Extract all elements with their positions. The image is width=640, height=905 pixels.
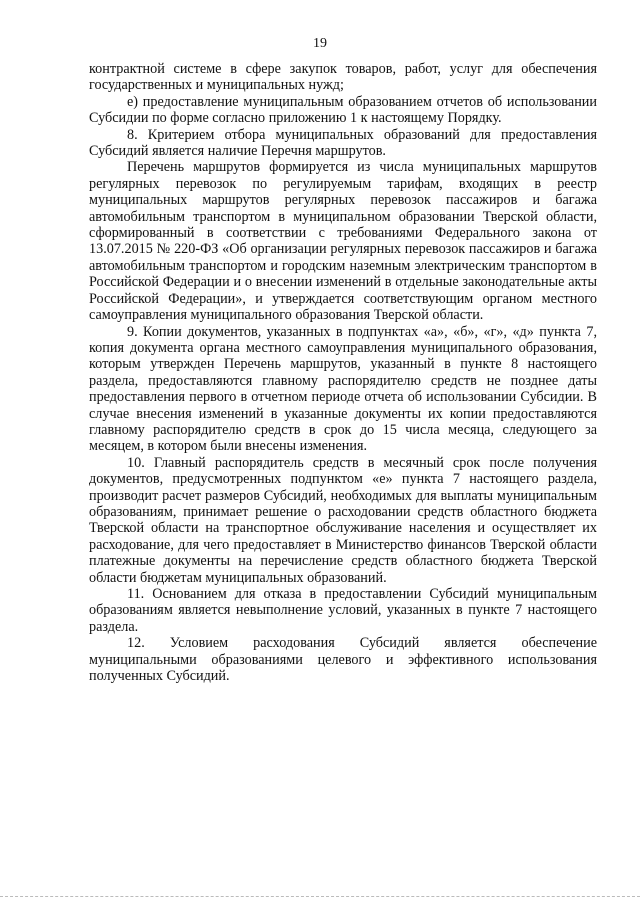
paragraph-8: 8. Критерием отбора муниципальных образований для предоставления Субсидий является наличие Перечня маршрутов. [89, 126, 597, 160]
paragraph-11: 11. Основанием для отказа в предоставлении Субсидий муниципальным образованиям является невыполнение условий, указанных в пункте 7 настоящего раздела. [89, 586, 597, 635]
paragraph-continuation: контрактной системе в сфере закупок товаров, работ, услуг для обеспечения государственных и муниципальных нужд; [89, 61, 597, 94]
document-body [89, 61, 597, 684]
paragraph-10: 10. Главный распорядитель средств в месячный срок после получения документов, предусмотренных подпунктом «е» пункта 7 настоящего раздела, производит расчет размеров Субсидий, необходимых для выплаты муниципальным образованиям, принимает решение о расходовании средств областного бюджета Тверской области на транспортное обслуживание населения и осуществляет их расходование, для чего предоставляет в Министерство финансов Тверской области платежные документы на перечисление средств областного бюджета Тверской области бюджетам муниципальных образований. [89, 454, 597, 586]
scan-edge-divider [0, 896, 640, 898]
page-number: 19 [313, 36, 327, 51]
paragraph-12: 12. Условием расходования Субсидий является обеспечение муниципальными образованиями целевого и эффективного использования полученных Субсидий. [89, 635, 597, 685]
paragraph-9: 9. Копии документов, указанных в подпунктах «а», «б», «г», «д» пункта 7, копия документа органа местного самоуправления муниципального образования, которым утвержден Перечень маршрутов, указанный в пункте 8 настоящего раздела, предоставляются главному распорядителю средств не позднее даты предоставления первого в отчетном периоде отчета об использовании Субсидии. В случае внесения изменений в указанные документы их копии предоставляются главному распорядителю средств в срок до 15 числа месяца, следующего за месяцем, в котором были внесены изменения. [89, 323, 597, 455]
paragraph-route-list: Перечень маршрутов формируется из числа муниципальных маршрутов регулярных перевозок по регулируемым тарифам, входящих в реестр муниципальных маршрутов регулярных перевозок пассажиров и багажа автомобильным транспортом в муниципальном образовании Тверской области, сформированный в соответствии с требованиями Федерального закона от 13.07.2015 № 220-ФЗ «Об организации регулярных перевозок пассажиров и багажа автомобильным транспортом и городским наземным электрическим транспортом в Российской Федерации и о внесении изменений в отдельные законодательные акты Российской Федерации», и утверждается соответствующим органом местного самоуправления муниципального образования Тверской области. [89, 159, 597, 324]
paragraph-item-e: е) предоставление муниципальным образованием отчетов об использовании Субсидии по форме согласно приложению 1 к настоящему Порядку. [89, 93, 597, 127]
